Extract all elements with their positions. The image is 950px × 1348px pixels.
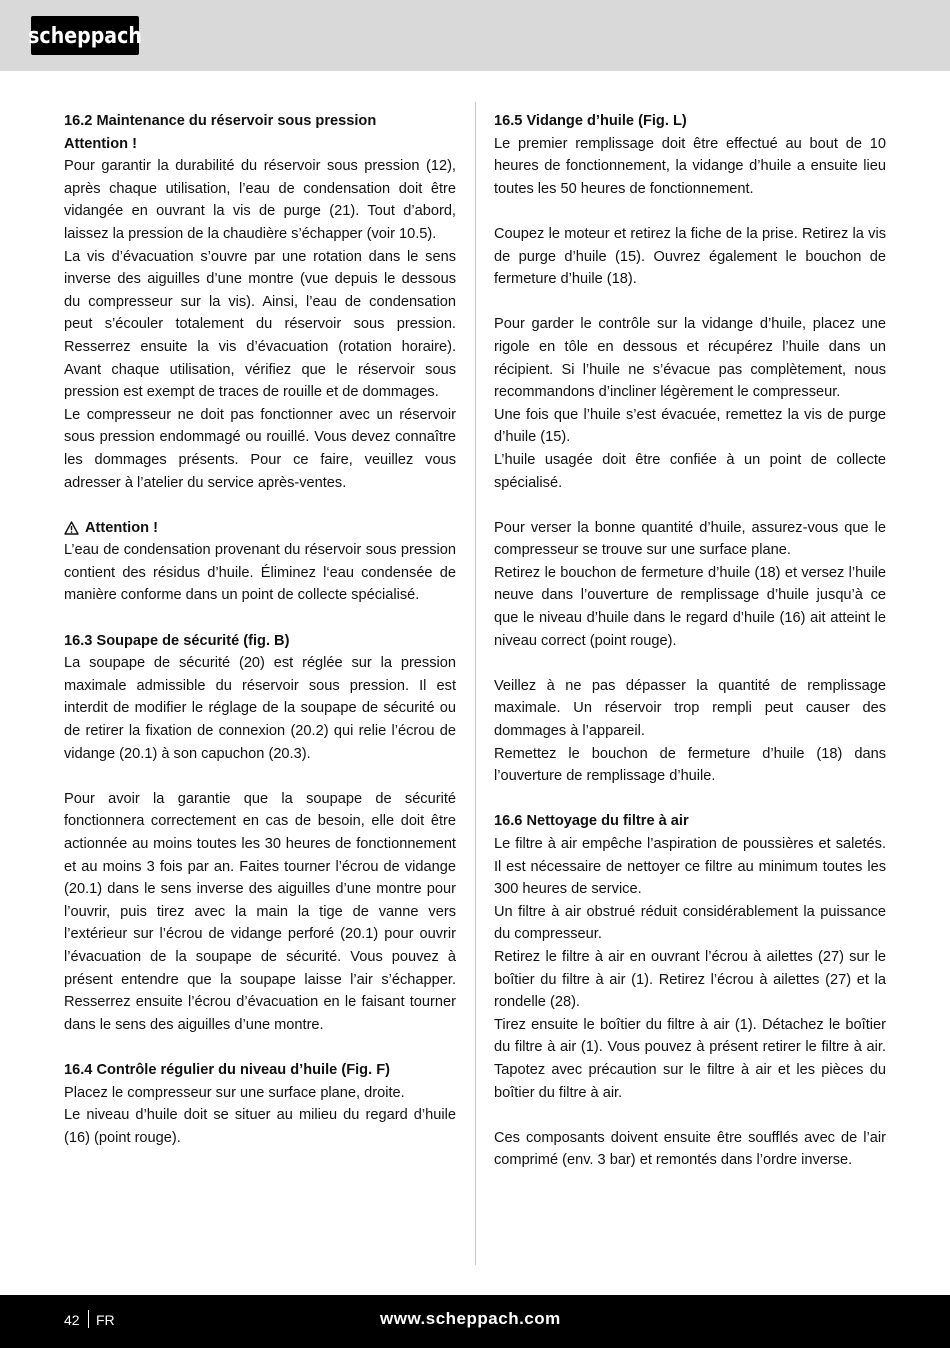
section-16-2-paragraph-3: Le compresseur ne doit pas fonctionner avec un réservoir sous pression endommagé ou rouillé. Vous devez connaître les dommages présents. Pour ce faire, veuillez vous adresser à l’atelier du service après-ventes.: [64, 406, 456, 491]
section-16-4-paragraph-1: Placez le compresseur sur une surface plane, droite.: [64, 1084, 405, 1101]
language-code: FR: [96, 1312, 115, 1328]
page-number: 42: [64, 1312, 80, 1328]
section-16-5-paragraph-1: Le premier remplissage doit être effectué au bout de 10 heures de fonctionnement, la vidange d’huile a ensuite lieu toutes les 50 heures de fonctionnement.: [494, 135, 886, 197]
section-16-5-title: 16.5 Vidange d’huile (Fig. L): [494, 113, 687, 129]
section-16-6-paragraph-4: Tirez ensuite le boîtier du filtre à air (1). Détachez le boîtier du filtre à air (1). Vous pouvez à présent retirer le filtre à air. Tapotez avec précaution sur le filtre à air et les pièces du boîtier du filtre à air.: [494, 1016, 886, 1101]
warning-text: L’eau de condensation provenant du réservoir sous pression contient des résidus d’huile. Éliminez l‘eau condensée de manière conforme dans un point de collecte spécialisé.: [64, 542, 456, 604]
section-16-2-paragraph-1: Pour garantir la durabilité du réservoir sous pression (12), après chaque utilisation, l’eau de condensation doit être vidangée en ouvrant la vis de purge (21). Tout d’abord, laissez la pression de la chaudière s’échapper (voir 10.5).: [64, 158, 456, 242]
right-column: [494, 110, 886, 1172]
section-16-5-paragraph-4: Une fois que l’huile s’est évacuée, remettez la vis de purge d’huile (15).: [494, 406, 886, 446]
warning-heading: [64, 517, 456, 540]
section-16-5-paragraph-5: L’huile usagée doit être confiée à un point de collecte spécialisé.: [494, 451, 886, 491]
brand-logo-wordmark: [28, 21, 142, 51]
section-16-2-attention: Attention !: [64, 135, 137, 152]
section-16-5-paragraph-2: Coupez le moteur et retirez la fiche de la prise. Retirez la vis de purge d’huile (15). Ouvrez également le bouchon de fermeture d’huile (18).: [494, 225, 886, 288]
column-divider: [475, 102, 476, 1265]
page-footer: [0, 1295, 950, 1348]
section-16-5-paragraph-3: Pour garder le contrôle sur la vidange d’huile, placez une rigole en tôle en dessous et récupérez l’huile dans un récipient. Si l’huile ne s’évacue pas complètement, nous recommandons d’incliner légèrement le compresseur.: [494, 316, 886, 401]
section-16-2-paragraph-2: La vis d’évacuation s’ouvre par une rotation dans le sens inverse des aiguilles d’une montre (vue depuis le dessous du compresseur sur la vis). Ainsi, l’eau de condensation peut s’écouler totalement du réservoir sous pression. Resserrez ensuite la vis d’évacuation (rotation horaire). Avant chaque utilisation, vérifiez que le réservoir sous pression est exempt de traces de rouille et de dommages.: [64, 248, 456, 401]
section-16-5-paragraph-6: Pour verser la bonne quantité d’huile, assurez-vous que le compresseur se trouve sur une surface plane.: [494, 519, 886, 559]
warning-triangle-icon: [64, 521, 79, 535]
section-16-5-paragraph-7: Retirez le bouchon de fermeture d’huile (18) et versez l’huile neuve dans l’ouverture de remplissage d’huile jusqu’à ce que le niveau d’huile dans le regard d’huile (16) ait atteint le niveau correct (point rouge).: [494, 564, 886, 649]
warning-title: Attention !: [85, 519, 158, 536]
section-16-3-paragraph-1: La soupape de sécurité (20) est réglée sur la pression maximale admissible du réservoir sous pression. Il est interdit de modifier le réglage de la soupape de sécurité ou de retirer la fixation de connexion (20.2) qui relie l’écrou de vidange (20.1) à son capuchon (20.3).: [64, 655, 456, 762]
brand-logo: [28, 16, 142, 55]
footer-separator: [88, 1310, 89, 1328]
website-link[interactable]: www.scheppach.com: [380, 1309, 561, 1328]
section-16-4-paragraph-2: Le niveau d’huile doit se situer au milieu du regard d’huile (16) (point rouge).: [64, 1107, 456, 1146]
section-16-3-paragraph-2: Pour avoir la garantie que la soupape de sécurité fonctionnera correctement en cas de besoin, elle doit être actionnée au moins toutes les 30 heures de fonctionnement et au moins 3 fois par an. Faites tourner l’écrou de vidange (20.1) dans le sens inverse des aiguilles d’une montre pour l’ouvrir, puis tirez avec la main la tige de vanne vers l’extérieur sur l’écrou de vidange perforé (20.1) pour ouvrir l’évacuation de la soupape de sécurité. Vous pouvez à présent entendre que la soupape laisse l’air s’échapper. Resserrez ensuite l’écrou d’évacuation en le faisant tourner dans le sens des aiguilles d’une montre.: [64, 790, 456, 1033]
section-16-2-title: 16.2 Maintenance du réservoir sous pression: [64, 113, 377, 129]
section-16-6-paragraph-3: Retirez le filtre à air en ouvrant l’écrou à ailettes (27) sur le boîtier du filtre à air (1). Retirez l’écrou à ailettes (27) et la rondelle (28).: [494, 948, 886, 1011]
left-column: [64, 110, 456, 1149]
section-16-6-title: 16.6 Nettoyage du filtre à air: [494, 813, 689, 830]
section-16-6-paragraph-5: Ces composants doivent ensuite être soufflés avec de l’air comprimé (env. 3 bar) et remontés dans l’ordre inverse.: [494, 1129, 886, 1169]
section-16-5-paragraph-9: Remettez le bouchon de fermeture d’huile (18) dans l’ouverture de remplissage d’huile.: [494, 745, 886, 785]
section-16-6-paragraph-1: Le filtre à air empêche l’aspiration de poussières et saletés. Il est nécessaire de nettoyer ce filtre au minimum toutes les 300 heures de service.: [494, 836, 886, 898]
section-16-3-title: 16.3 Soupape de sécurité (fig. B): [64, 632, 290, 649]
page-header: [0, 0, 950, 71]
svg-text:scheppach: scheppach: [28, 22, 142, 48]
section-16-5-paragraph-8: Veillez à ne pas dépasser la quantité de remplissage maximale. Un réservoir trop rempli peut causer des dommages à l’appareil.: [494, 677, 886, 740]
section-16-4-title: 16.4 Contrôle régulier du niveau d’huile (Fig. F): [64, 1061, 390, 1078]
section-16-6-paragraph-2: Un filtre à air obstrué réduit considérablement la puissance du compresseur.: [494, 903, 886, 943]
